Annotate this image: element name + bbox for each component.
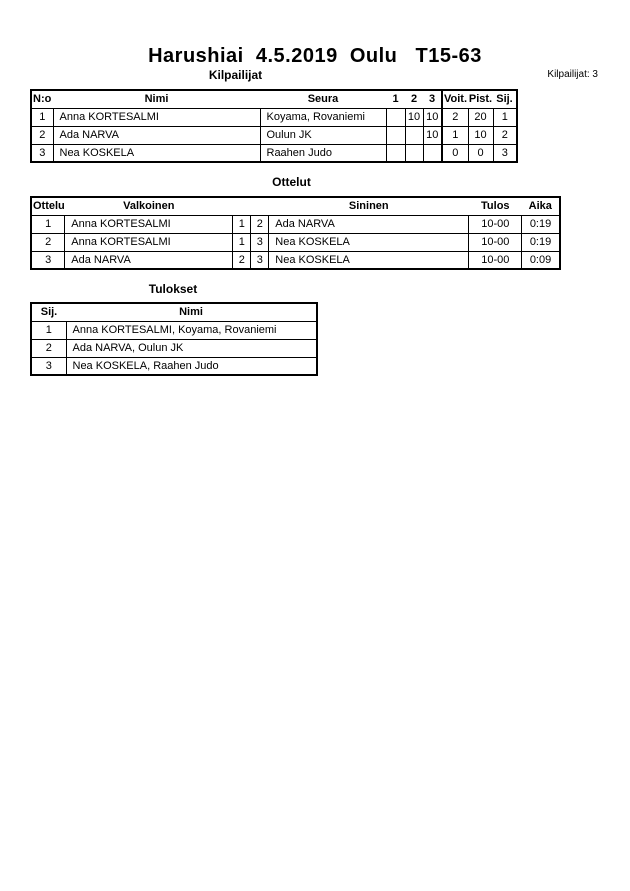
cell-name: Nea KOSKELA, Raahen Judo bbox=[66, 357, 317, 375]
results-section-heading: Tulokset bbox=[148, 282, 198, 296]
col-header-white: Valkoinen bbox=[65, 197, 233, 215]
cell-result: 10-00 bbox=[469, 215, 522, 233]
cell-no: 2 bbox=[31, 126, 53, 144]
cell-blue-no: 3 bbox=[251, 233, 269, 251]
col-header-place: Sij. bbox=[493, 90, 517, 108]
cell-blue-no: 3 bbox=[251, 251, 269, 269]
col-header-name: Nimi bbox=[53, 90, 260, 108]
result-row bbox=[31, 357, 317, 375]
col-header-no: N:o bbox=[31, 90, 53, 108]
cell-white-name: Anna KORTESALMI bbox=[65, 233, 233, 251]
cell-place: 3 bbox=[31, 357, 66, 375]
cell-place: 1 bbox=[493, 108, 517, 126]
competitor-row bbox=[31, 108, 517, 126]
col-header-club: Seura bbox=[260, 90, 386, 108]
cell-score-1 bbox=[386, 126, 405, 144]
cell-time: 0:19 bbox=[522, 215, 560, 233]
cell-score-3: 10 bbox=[423, 126, 442, 144]
match-row bbox=[31, 251, 560, 269]
cell-white-no: 2 bbox=[233, 251, 251, 269]
results-table bbox=[30, 302, 318, 376]
cell-place: 2 bbox=[31, 339, 66, 357]
results-header-row bbox=[31, 303, 317, 321]
cell-match-no: 1 bbox=[31, 215, 65, 233]
cell-wins: 1 bbox=[442, 126, 468, 144]
cell-blue-name: Ada NARVA bbox=[269, 215, 469, 233]
cell-score-3 bbox=[423, 144, 442, 162]
cell-white-no: 1 bbox=[233, 215, 251, 233]
page-title: Harushiai 4.5.2019 Oulu T15-63 bbox=[148, 45, 482, 67]
matches-header-row bbox=[31, 197, 560, 215]
result-row bbox=[31, 321, 317, 339]
cell-white-name: Ada NARVA bbox=[65, 251, 233, 269]
cell-score-2 bbox=[405, 126, 423, 144]
cell-white-name: Anna KORTESALMI bbox=[65, 215, 233, 233]
col-header-match: Ottelu bbox=[31, 197, 65, 215]
col-header-time: Aika bbox=[522, 197, 560, 215]
cell-place: 3 bbox=[493, 144, 517, 162]
cell-match-no: 2 bbox=[31, 233, 65, 251]
col-header-place: Sij. bbox=[31, 303, 66, 321]
cell-score-3: 10 bbox=[423, 108, 442, 126]
cell-name: Nea KOSKELA bbox=[53, 144, 260, 162]
cell-name: Ada NARVA, Oulun JK bbox=[66, 339, 317, 357]
cell-blue-no: 2 bbox=[251, 215, 269, 233]
cell-score-2: 10 bbox=[405, 108, 423, 126]
cell-blue-name: Nea KOSKELA bbox=[269, 233, 469, 251]
cell-score-2 bbox=[405, 144, 423, 162]
col-header-blue: Sininen bbox=[269, 197, 469, 215]
cell-wins: 0 bbox=[442, 144, 468, 162]
col-header-white-no bbox=[233, 197, 251, 215]
cell-blue-name: Nea KOSKELA bbox=[269, 251, 469, 269]
competitor-row bbox=[31, 144, 517, 162]
col-header-result: Tulos bbox=[469, 197, 522, 215]
cell-club: Koyama, Rovaniemi bbox=[260, 108, 386, 126]
competitors-table bbox=[30, 89, 518, 163]
cell-result: 10-00 bbox=[469, 233, 522, 251]
cell-no: 3 bbox=[31, 144, 53, 162]
cell-place: 2 bbox=[493, 126, 517, 144]
match-row bbox=[31, 233, 560, 251]
competitor-row bbox=[31, 126, 517, 144]
col-header-blue-no bbox=[251, 197, 269, 215]
cell-name: Anna KORTESALMI bbox=[53, 108, 260, 126]
matches-section-heading: Ottelut bbox=[272, 175, 311, 189]
cell-score-1 bbox=[386, 108, 405, 126]
cell-name: Anna KORTESALMI, Koyama, Rovaniemi bbox=[66, 321, 317, 339]
col-header-opp2: 2 bbox=[405, 90, 423, 108]
cell-club: Oulun JK bbox=[260, 126, 386, 144]
cell-time: 0:09 bbox=[522, 251, 560, 269]
cell-result: 10-00 bbox=[469, 251, 522, 269]
matches-table bbox=[30, 196, 561, 270]
cell-name: Ada NARVA bbox=[53, 126, 260, 144]
col-header-opp1: 1 bbox=[386, 90, 405, 108]
cell-time: 0:19 bbox=[522, 233, 560, 251]
competitors-header-row bbox=[31, 90, 517, 108]
cell-match-no: 3 bbox=[31, 251, 65, 269]
cell-score-1 bbox=[386, 144, 405, 162]
result-row bbox=[31, 339, 317, 357]
col-header-name: Nimi bbox=[66, 303, 317, 321]
cell-place: 1 bbox=[31, 321, 66, 339]
competitor-count-label: Kilpailijat: 3 bbox=[547, 69, 598, 80]
cell-wins: 2 bbox=[442, 108, 468, 126]
cell-points: 0 bbox=[468, 144, 493, 162]
col-header-wins: Voit. bbox=[442, 90, 468, 108]
cell-points: 20 bbox=[468, 108, 493, 126]
match-row bbox=[31, 215, 560, 233]
cell-no: 1 bbox=[31, 108, 53, 126]
col-header-points: Pist. bbox=[468, 90, 493, 108]
cell-white-no: 1 bbox=[233, 233, 251, 251]
col-header-opp3: 3 bbox=[423, 90, 442, 108]
cell-club: Raahen Judo bbox=[260, 144, 386, 162]
cell-points: 10 bbox=[468, 126, 493, 144]
competitors-section-heading: Kilpailijat bbox=[208, 68, 263, 82]
